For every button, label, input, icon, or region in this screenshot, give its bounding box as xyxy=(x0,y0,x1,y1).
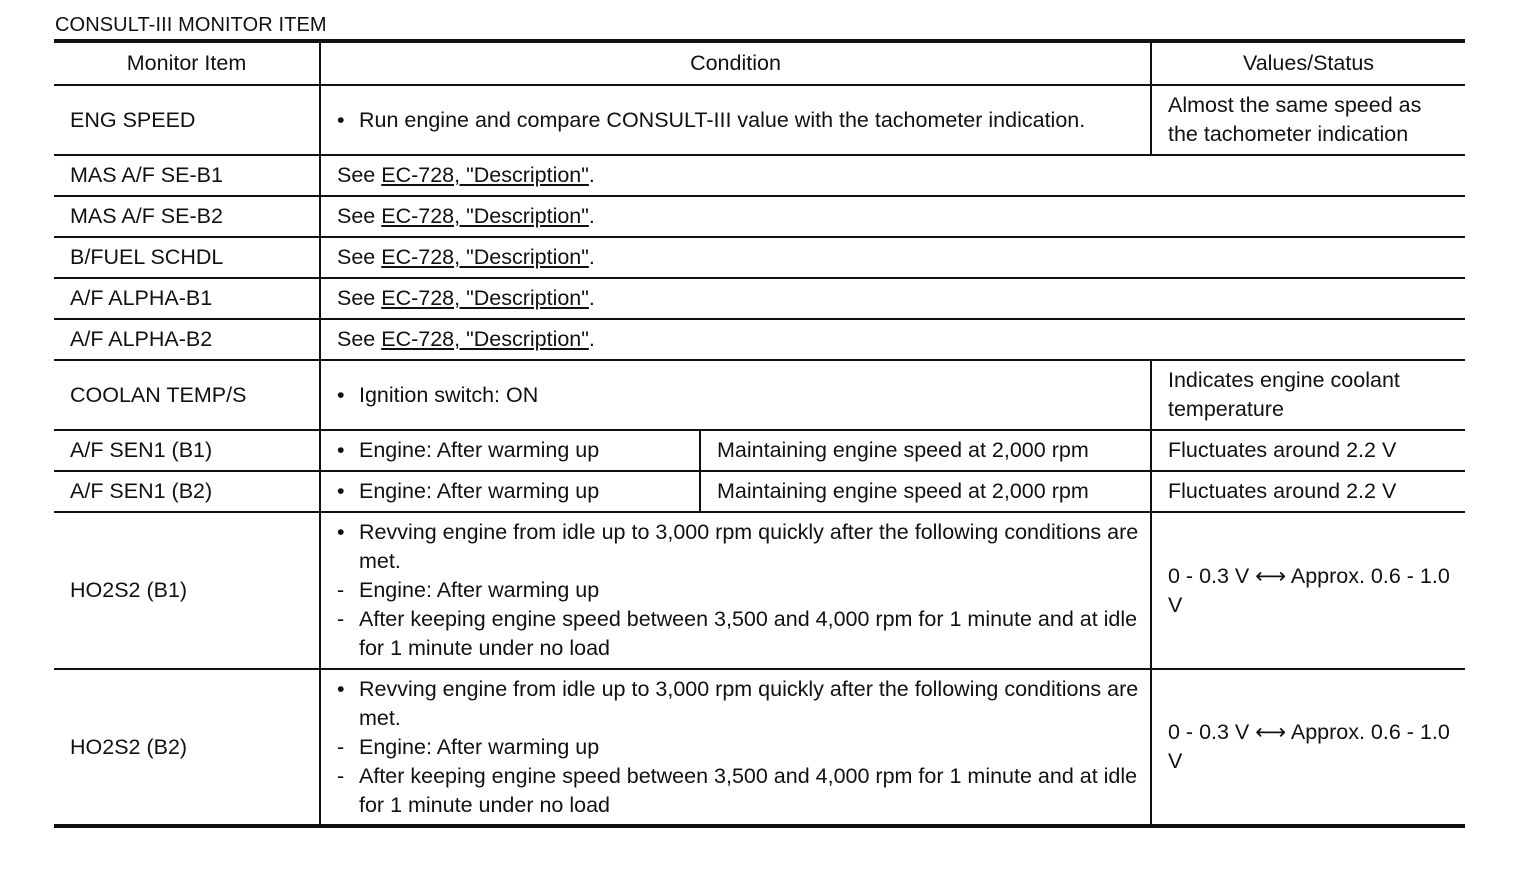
bullet-marker: • xyxy=(337,479,345,503)
values-status-cell: Indicates engine coolant temperature xyxy=(1151,360,1465,430)
table-row xyxy=(54,85,1465,155)
condition-cell xyxy=(320,669,1151,826)
column-header-monitor-item: Monitor Item xyxy=(54,41,320,85)
monitor-item-table xyxy=(54,39,1465,828)
condition-bullet-item: • Run engine and compare CONSULT-III value with the tachometer indication. xyxy=(337,106,1142,135)
reference-link[interactable]: EC-728, "Description" xyxy=(381,204,589,228)
sub-condition-cell: Maintaining engine speed at 2,000 rpm xyxy=(700,471,1151,512)
bullet-marker: • xyxy=(337,676,345,701)
table-row xyxy=(54,471,1465,512)
condition-cell xyxy=(320,85,1151,155)
table-header-row xyxy=(54,41,1465,85)
condition-cell xyxy=(320,360,1151,430)
monitor-item-cell: COOLAN TEMP/S xyxy=(54,360,320,430)
condition-dash-item: - After keeping engine speed between 3,500 and 4,000 rpm for 1 minute and at idle for 1 minute under no load xyxy=(337,763,1138,817)
condition-bullet-item: • Engine: After warming up xyxy=(337,436,691,465)
reference-cell: See EC-728, "Description". xyxy=(320,278,1465,319)
sub-condition-cell: Maintaining engine speed at 2,000 rpm xyxy=(700,430,1151,471)
monitor-item-cell: A/F SEN1 (B2) xyxy=(54,471,320,512)
reference-link[interactable]: EC-728, "Description" xyxy=(381,286,589,310)
values-status-cell: Fluctuates around 2.2 V xyxy=(1151,471,1465,512)
reference-cell: See EC-728, "Description". xyxy=(320,237,1465,278)
reference-cell: See EC-728, "Description". xyxy=(320,319,1465,360)
bullet-marker: • xyxy=(337,382,345,407)
values-status-cell: 0 - 0.3 V ⟷ Approx. 0.6 - 1.0 V xyxy=(1151,669,1465,826)
condition-bullet-item: • Ignition switch: ON xyxy=(337,381,1142,410)
condition-bullet-item: • Revving engine from idle up to 3,000 rpm quickly after the following conditions are met. xyxy=(337,676,1139,730)
table-row xyxy=(54,196,1465,237)
reference-link[interactable]: EC-728, "Description" xyxy=(381,327,589,351)
condition-cell xyxy=(320,430,700,471)
reference-link[interactable]: EC-728, "Description" xyxy=(381,245,589,269)
column-header-condition: Condition xyxy=(320,41,1151,85)
monitor-item-cell: HO2S2 (B1) xyxy=(54,512,320,669)
condition-dash-item: - Engine: After warming up xyxy=(337,576,1142,605)
page-title: CONSULT-III MONITOR ITEM xyxy=(55,14,327,36)
bullet-marker: • xyxy=(337,520,345,544)
condition-dash-item: - Engine: After warming up xyxy=(337,733,1142,762)
bullet-marker: • xyxy=(337,438,345,462)
table-row xyxy=(54,155,1465,196)
dash-marker: - xyxy=(337,578,345,602)
condition-bullet-item: • Revving engine from idle up to 3,000 rpm quickly after the following conditions are met. xyxy=(337,520,1139,573)
monitor-item-cell: B/FUEL SCHDL xyxy=(54,237,320,278)
values-status-cell: Fluctuates around 2.2 V xyxy=(1151,430,1465,471)
monitor-item-cell: A/F SEN1 (B1) xyxy=(54,430,320,471)
monitor-item-cell: MAS A/F SE-B2 xyxy=(54,196,320,237)
table-row xyxy=(54,669,1465,826)
values-status-cell: Almost the same speed as the tachometer indication xyxy=(1151,85,1465,155)
bullet-marker: • xyxy=(337,107,345,132)
table-row xyxy=(54,319,1465,360)
table-row xyxy=(54,237,1465,278)
dash-marker: - xyxy=(337,607,345,631)
dash-marker: - xyxy=(337,763,345,788)
monitor-item-cell: A/F ALPHA-B2 xyxy=(54,319,320,360)
reference-link[interactable]: EC-728, "Description" xyxy=(381,163,589,187)
condition-cell xyxy=(320,471,700,512)
column-header-values-status: Values/Status xyxy=(1151,41,1465,85)
values-status-cell: 0 - 0.3 V ⟷ Approx. 0.6 - 1.0 V xyxy=(1151,512,1465,669)
table-row xyxy=(54,278,1465,319)
monitor-item-cell: ENG SPEED xyxy=(54,85,320,155)
table-row xyxy=(54,512,1465,669)
table-row xyxy=(54,430,1465,471)
condition-dash-item: - After keeping engine speed between 3,500 and 4,000 rpm for 1 minute and at idle for 1 minute under no load xyxy=(337,607,1138,660)
condition-cell xyxy=(320,512,1151,669)
table-row xyxy=(54,360,1465,430)
dash-marker: - xyxy=(337,734,345,759)
reference-cell: See EC-728, "Description". xyxy=(320,196,1465,237)
monitor-item-cell: MAS A/F SE-B1 xyxy=(54,155,320,196)
condition-bullet-item: • Engine: After warming up xyxy=(337,477,691,506)
monitor-item-cell: A/F ALPHA-B1 xyxy=(54,278,320,319)
monitor-item-cell: HO2S2 (B2) xyxy=(54,669,320,826)
reference-cell: See EC-728, "Description". xyxy=(320,155,1465,196)
